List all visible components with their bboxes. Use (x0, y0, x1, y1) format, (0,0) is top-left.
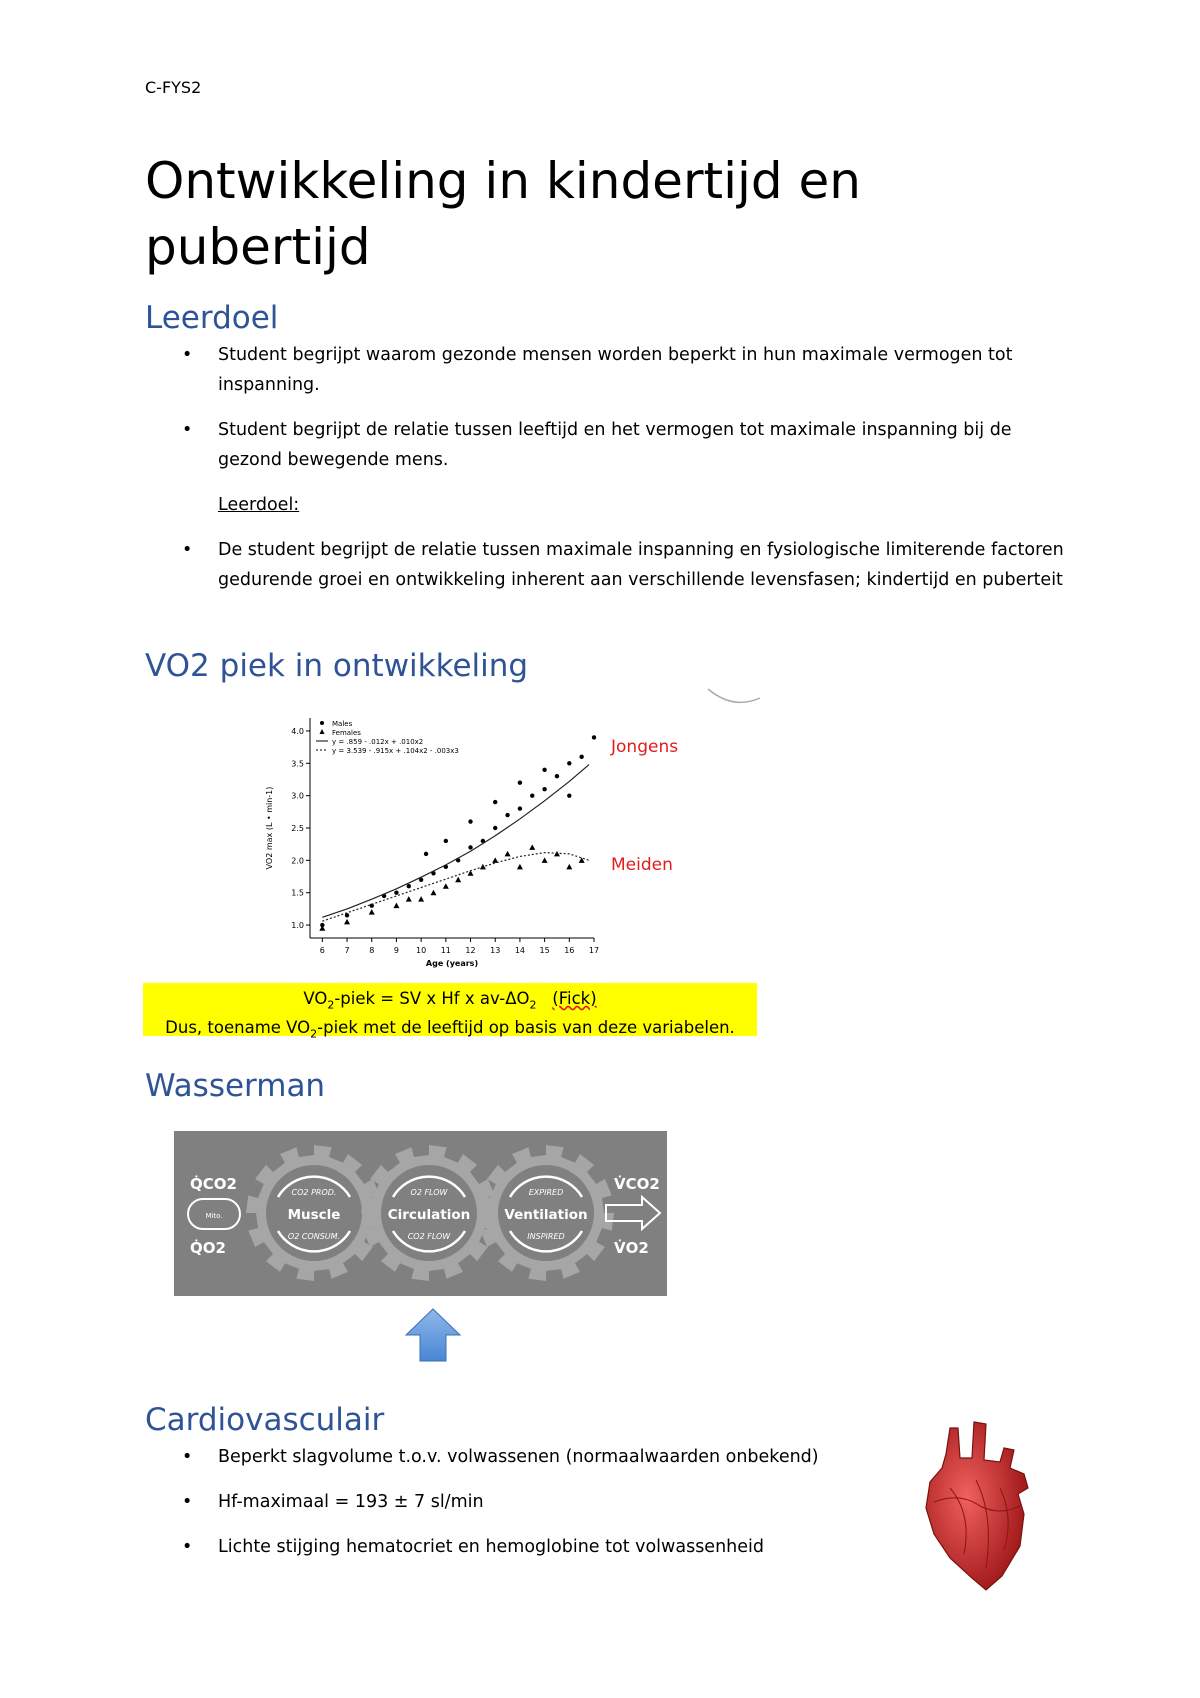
y-tick-label: 3.5 (291, 759, 304, 769)
legend-marker-male (320, 721, 324, 725)
data-point-male (424, 852, 428, 856)
header-code: C-FYS2 (145, 78, 202, 97)
mito-label: Mito. (205, 1212, 223, 1220)
x-tick-label: 6 (319, 946, 325, 955)
gear-bottom-label: INSPIRED (527, 1232, 565, 1241)
data-point-female (566, 864, 572, 870)
data-point-female (344, 919, 350, 925)
fick-formula-box (143, 983, 757, 1041)
data-point-female (455, 877, 461, 883)
gear-top-label: O2 FLOW (410, 1188, 448, 1197)
data-point-female (418, 896, 424, 902)
series-line (322, 853, 589, 922)
gear-top-label: CO2 PROD. (291, 1188, 337, 1197)
data-point-male (493, 826, 497, 830)
stray-arc-mark (705, 686, 765, 710)
document-title: Ontwikkeling in kindertijd en pubertijd (145, 152, 861, 276)
qco2-label: Q̇CO2 (190, 1175, 237, 1193)
gear-label: Ventilation (504, 1207, 588, 1223)
label-boys: Jongens (611, 737, 679, 757)
bullet-icon: • (182, 1492, 193, 1512)
x-tick-label: 14 (514, 946, 526, 955)
list-item: • Student begrijpt waarom gezonde mensen worden beperkt in hun maximale vermogen tot inspanning. (145, 340, 1075, 400)
bullet-icon: • (182, 540, 193, 560)
gear-bottom-label: O2 CONSUM. (287, 1232, 341, 1241)
gear-bottom-label: CO2 FLOW (407, 1232, 451, 1241)
leerdoel-list (145, 340, 1075, 595)
legend-label: y = 3.539 - .915x + .104x2 - .003x3 (332, 747, 459, 755)
legend-label: Males (332, 720, 353, 728)
gear-top-label: EXPIRED (528, 1188, 564, 1197)
data-point-female (542, 857, 548, 863)
up-arrow-icon (403, 1307, 463, 1363)
data-point-female (517, 864, 523, 870)
x-tick-label: 9 (393, 946, 399, 955)
data-point-male (518, 781, 522, 785)
leerdoel-heading: Leerdoel (145, 300, 279, 336)
leerdoel-subheading: Leerdoel: (218, 495, 300, 515)
list-item: • De student begrijpt de relatie tussen maximale inspanning en fysiologische limiterende factoren gedurende groei en ontwikkeling inherent aan verschillende levensfasen; kindertijd en puberteit (145, 535, 1075, 595)
x-tick-label: 17 (588, 946, 600, 955)
data-point-male (407, 884, 411, 888)
data-point-female (393, 903, 399, 909)
x-tick-label: 15 (539, 946, 550, 955)
legend-marker-female (320, 729, 325, 734)
data-point-female (443, 883, 449, 889)
bullet-icon: • (182, 1447, 193, 1467)
data-point-male (394, 891, 398, 895)
bullet-icon: • (182, 420, 193, 440)
data-point-female (319, 925, 325, 931)
data-point-female (529, 844, 535, 850)
data-point-male (567, 761, 571, 765)
qo2-label: Q̇O2 (190, 1239, 226, 1257)
label-girls: Meiden (611, 855, 673, 875)
data-point-male (468, 819, 472, 823)
vo2-chart (262, 708, 602, 970)
data-point-male (518, 806, 522, 810)
data-point-male (592, 735, 596, 739)
data-point-male (567, 793, 571, 797)
x-tick-label: 7 (344, 946, 350, 955)
x-tick-label: 16 (564, 946, 575, 955)
data-point-male (542, 787, 546, 791)
fick-note: Dus, toename $VO_2$-piek met de leeftijd op basis van deze variabelen. (165, 1018, 735, 1041)
wasserman-heading: Wasserman (145, 1068, 326, 1104)
list-item: • Beperkt slagvolume t.o.v. volwassenen (normaalwaarden onbekend) (145, 1442, 1075, 1472)
x-tick-label: 10 (416, 946, 427, 955)
fick-formula: $VO_2$-piek = SV x Hf x $av-\Delta O_2$ (Fick) (303, 989, 597, 1012)
x-tick-label: 13 (490, 946, 501, 955)
data-point-male (555, 774, 559, 778)
data-point-female (406, 896, 412, 902)
gear-label: Muscle (287, 1207, 341, 1223)
heart-illustration (920, 1418, 1040, 1593)
list-item: • Hf-maximaal = 193 ± 7 sl/min (145, 1487, 1075, 1517)
wasserman-gears-diagram (174, 1131, 667, 1296)
y-tick-label: 1.0 (291, 921, 304, 931)
y-tick-label: 2.5 (291, 824, 304, 833)
data-point-female (430, 890, 436, 896)
list-item: • Lichte stijging hematocriet en hemoglobine tot volwassenheid (145, 1532, 1075, 1562)
y-tick-label: 2.0 (291, 856, 304, 866)
exchange-arrow-icon (606, 1197, 660, 1229)
vco2-label: V̇CO2 (614, 1175, 660, 1193)
vo2-heading: VO2 piek in ontwikkeling (145, 648, 529, 684)
data-point-male (505, 813, 509, 817)
data-point-male (579, 755, 583, 759)
data-point-male (530, 793, 534, 797)
data-point-female (369, 909, 375, 915)
bullet-icon: • (182, 1537, 193, 1557)
data-point-female (505, 851, 511, 857)
fick-word: (Fick) (552, 989, 597, 1008)
data-point-male (493, 800, 497, 804)
cardio-heading: Cardiovasculair (145, 1402, 385, 1438)
x-axis-label: Age (years) (425, 959, 479, 968)
y-axis-label: VO2 max (L • min-1) (265, 786, 274, 870)
y-tick-label: 3.0 (291, 791, 304, 801)
list-item: • Student begrijpt de relatie tussen leeftijd en het vermogen tot maximale inspanning bij de gezond bewegende mens. (145, 415, 1075, 475)
data-point-male (542, 768, 546, 772)
x-tick-label: 8 (369, 946, 375, 955)
vo2-scatter-plot (262, 708, 602, 970)
x-tick-label: 11 (440, 946, 451, 955)
gear-label: Circulation (387, 1207, 471, 1223)
x-tick-label: 12 (465, 946, 476, 955)
vo2-label: V̇O2 (614, 1239, 649, 1257)
legend-label: Females (332, 729, 361, 737)
y-tick-label: 1.5 (291, 888, 304, 898)
y-tick-label: 4.0 (291, 726, 304, 736)
bullet-icon: • (182, 345, 193, 365)
legend-label: y = .859 - .012x + .010x2 (332, 738, 424, 746)
data-point-male (468, 845, 472, 849)
data-point-male (444, 839, 448, 843)
series-line (322, 765, 589, 918)
